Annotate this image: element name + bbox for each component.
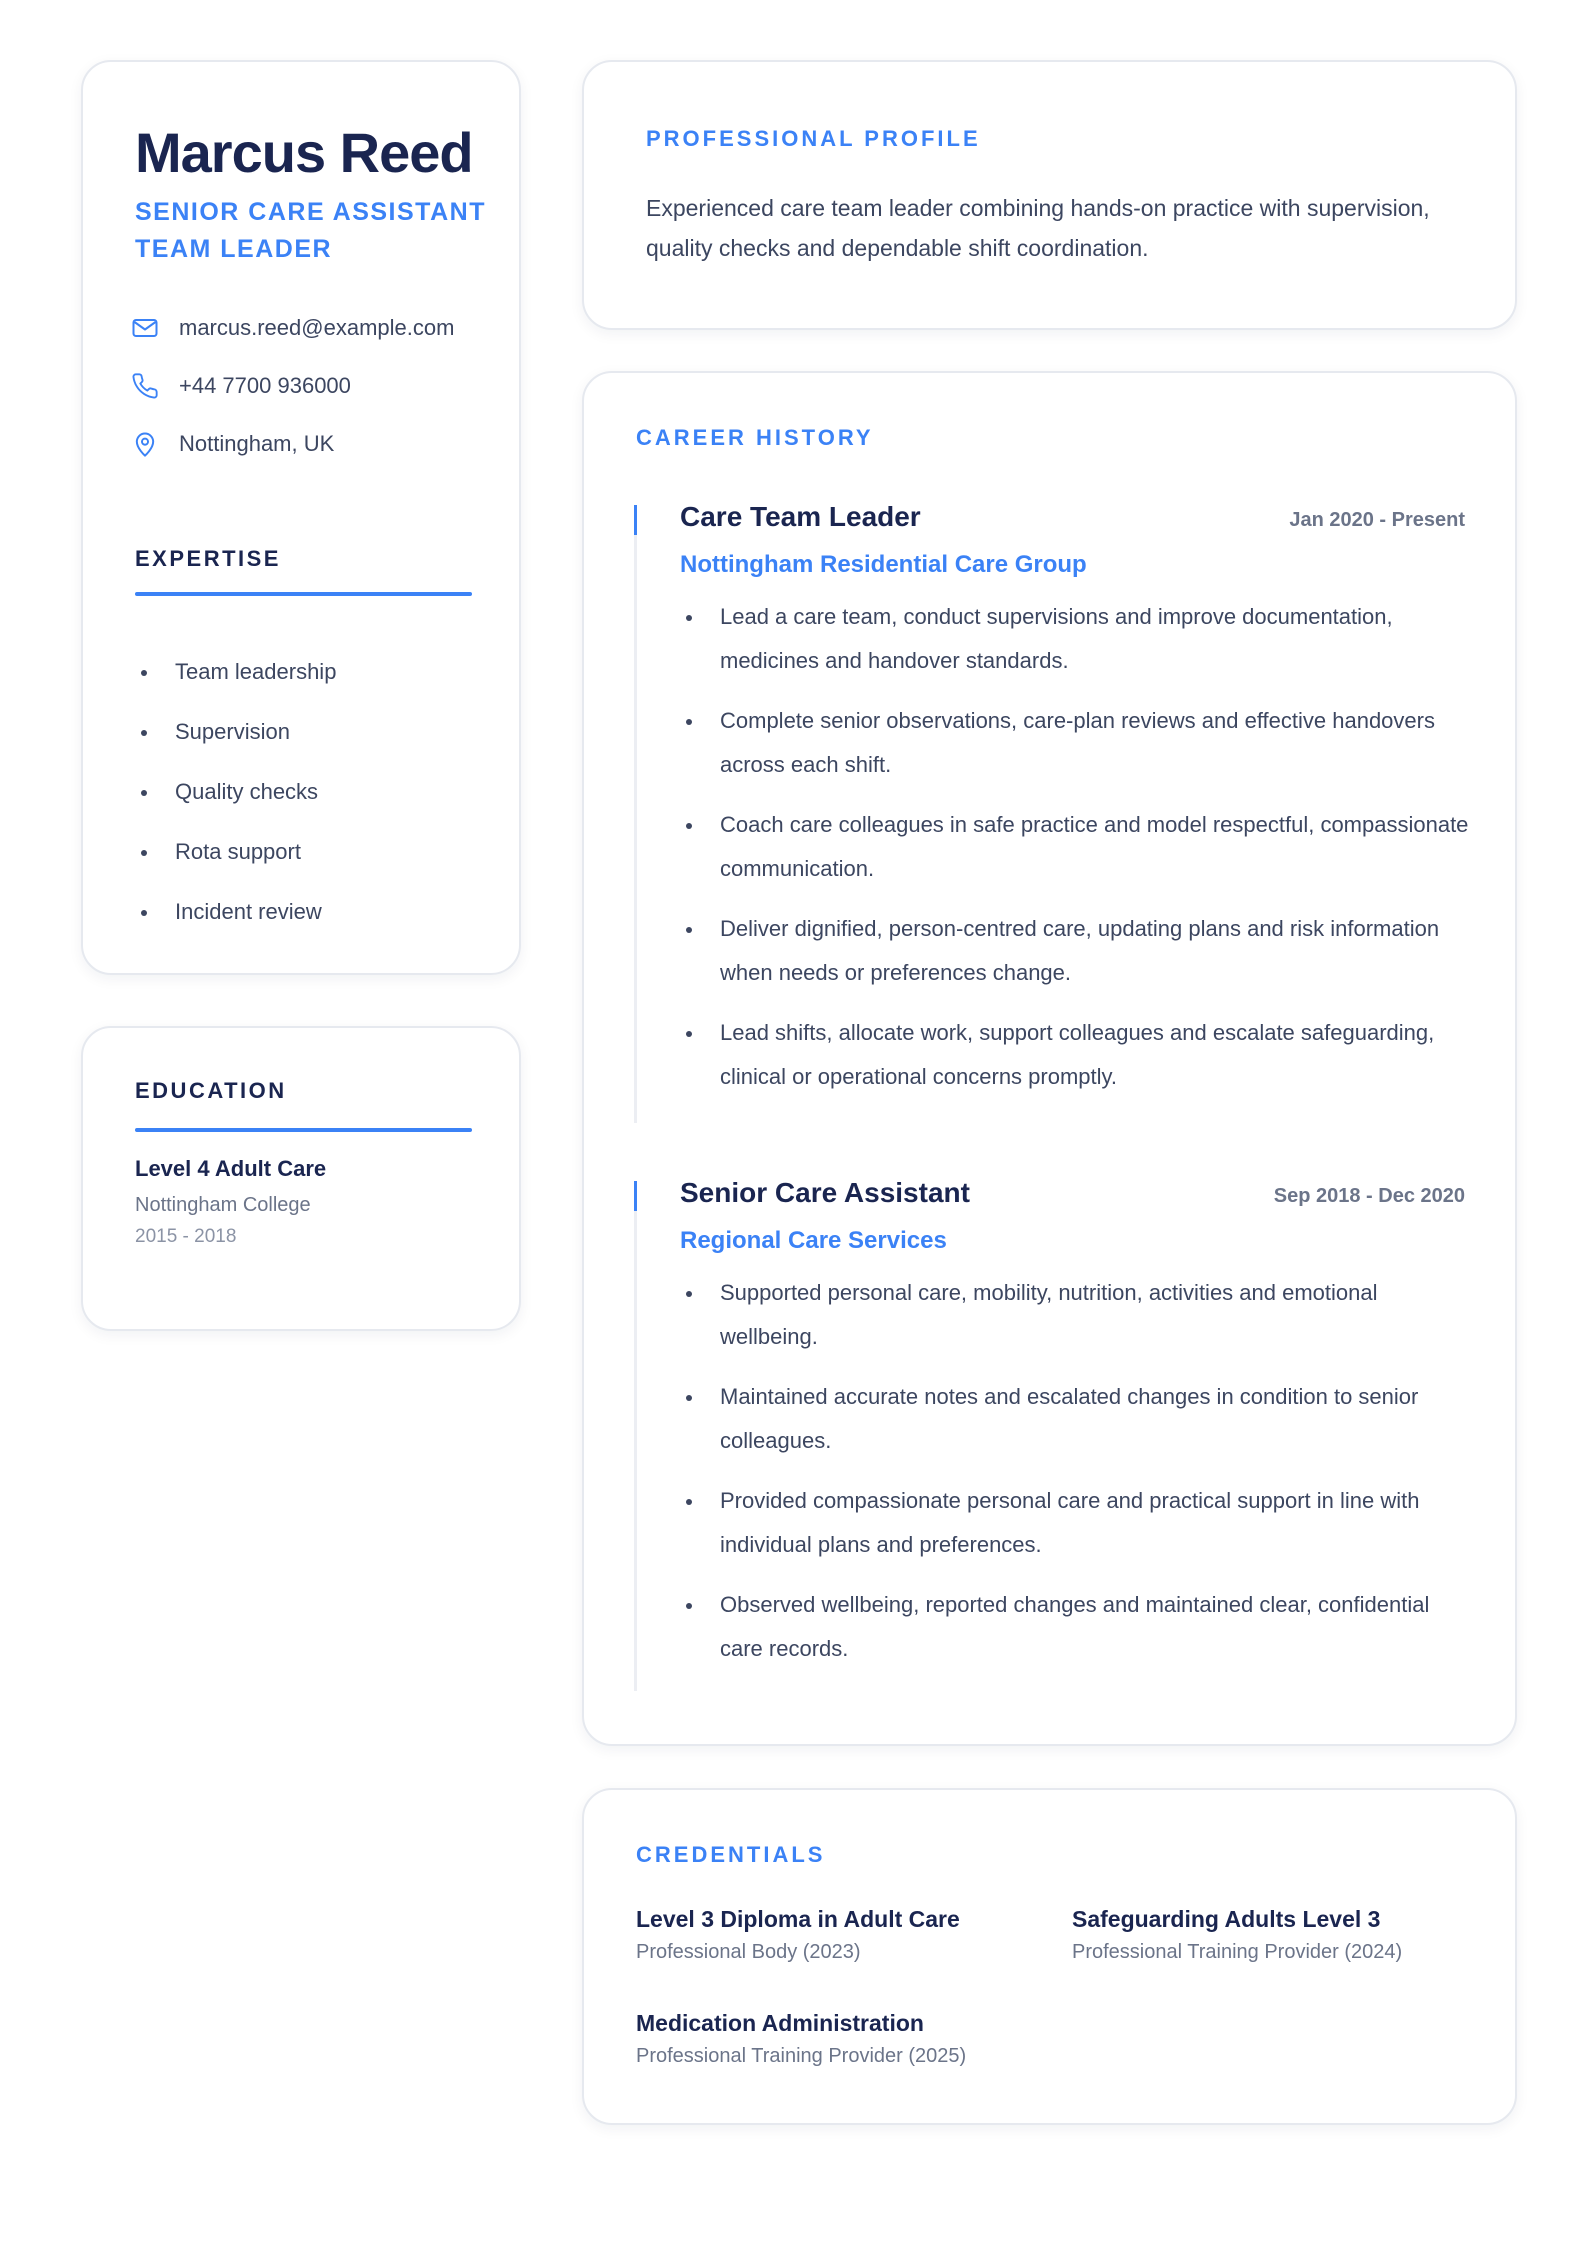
education-heading: EDUCATION	[135, 1078, 287, 1103]
credential-item	[636, 1906, 960, 1964]
job-bullets	[680, 595, 1470, 1115]
profile-text: Experienced care team leader combining hands-on practice with supervision, quality checks and dependable shift coordination.	[646, 195, 1430, 261]
profile-heading: PROFESSIONAL PROFILE	[646, 126, 981, 151]
job-accent-marker	[634, 505, 637, 535]
list-item: Provided compassionate personal care and practical support in line with individual plans and preferences.	[680, 1479, 1470, 1567]
sidebar-card	[81, 60, 521, 975]
list-item: Observed wellbeing, reported changes and maintained clear, confidential care records.	[680, 1583, 1470, 1671]
education-years: 2015 - 2018	[135, 1226, 237, 1247]
list-item: Lead shifts, allocate work, support colleagues and escalate safeguarding, clinical or operational concerns promptly.	[680, 1011, 1470, 1099]
expertise-heading: EXPERTISE	[135, 546, 281, 571]
job-title: Care Team Leader	[680, 501, 921, 532]
expertise-divider	[135, 592, 472, 596]
contact-phone[interactable]: +44 7700 936000	[179, 373, 351, 398]
education-title: Level 4 Adult Care	[135, 1156, 327, 1181]
contact-email-row[interactable]	[131, 314, 454, 342]
job-organisation: Regional Care Services	[680, 1227, 947, 1254]
job-bullets	[680, 1271, 1470, 1687]
contact-email[interactable]: marcus.reed@example.com	[179, 315, 455, 340]
profile-card	[582, 60, 1517, 330]
contact-phone-row[interactable]	[131, 372, 351, 400]
list-item: Deliver dignified, person-centred care, updating plans and risk information when needs or preferences change.	[680, 907, 1470, 995]
credential-issuer: Professional Training Provider (2024)	[1072, 1941, 1403, 1963]
job-accent-marker	[634, 1181, 637, 1211]
list-item: Rota support	[135, 822, 336, 882]
career-heading: CAREER HISTORY	[636, 425, 874, 450]
candidate-role: SENIOR CARE ASSISTANT TEAM LEADER	[135, 198, 486, 263]
career-card	[582, 371, 1517, 1746]
list-item: Lead a care team, conduct supervisions and improve documentation, medicines and handover standards.	[680, 595, 1470, 683]
list-item: Maintained accurate notes and escalated changes in condition to senior colleagues.	[680, 1375, 1470, 1463]
map-pin-icon	[131, 430, 159, 458]
job-timeline-rail	[634, 505, 637, 1123]
phone-icon	[131, 372, 159, 400]
job-title: Senior Care Assistant	[680, 1177, 970, 1208]
expertise-list	[135, 642, 336, 942]
mail-icon	[131, 314, 159, 342]
list-item: Coach care colleagues in safe practice and model respectful, compassionate communication.	[680, 803, 1470, 891]
credential-item	[636, 2010, 966, 2068]
job-dates: Jan 2020 - Present	[1289, 509, 1465, 531]
education-school: Nottingham College	[135, 1194, 311, 1216]
credentials-card	[582, 1788, 1517, 2125]
credential-issuer: Professional Body (2023)	[636, 1941, 861, 1963]
contact-location-row	[131, 430, 334, 458]
list-item: Team leadership	[135, 642, 336, 702]
candidate-name: Marcus Reed	[135, 121, 473, 184]
credential-title: Level 3 Diploma in Adult Care	[636, 1906, 960, 1932]
list-item: Complete senior observations, care-plan reviews and effective handovers across each shift.	[680, 699, 1470, 787]
contact-location: Nottingham, UK	[179, 431, 335, 456]
education-card	[81, 1026, 521, 1331]
list-item: Quality checks	[135, 762, 336, 822]
credential-item	[1072, 1906, 1402, 1964]
list-item: Incident review	[135, 882, 336, 942]
job-timeline-rail	[634, 1181, 637, 1691]
credentials-heading: CREDENTIALS	[636, 1842, 826, 1867]
credential-issuer: Professional Training Provider (2025)	[636, 2045, 967, 2067]
list-item: Supported personal care, mobility, nutrition, activities and emotional wellbeing.	[680, 1271, 1470, 1359]
list-item: Supervision	[135, 702, 336, 762]
job-organisation: Nottingham Residential Care Group	[680, 551, 1087, 578]
job-dates: Sep 2018 - Dec 2020	[1273, 1185, 1465, 1207]
credential-title: Safeguarding Adults Level 3	[1072, 1906, 1381, 1932]
credential-title: Medication Administration	[636, 2010, 924, 2036]
education-divider	[135, 1128, 472, 1132]
